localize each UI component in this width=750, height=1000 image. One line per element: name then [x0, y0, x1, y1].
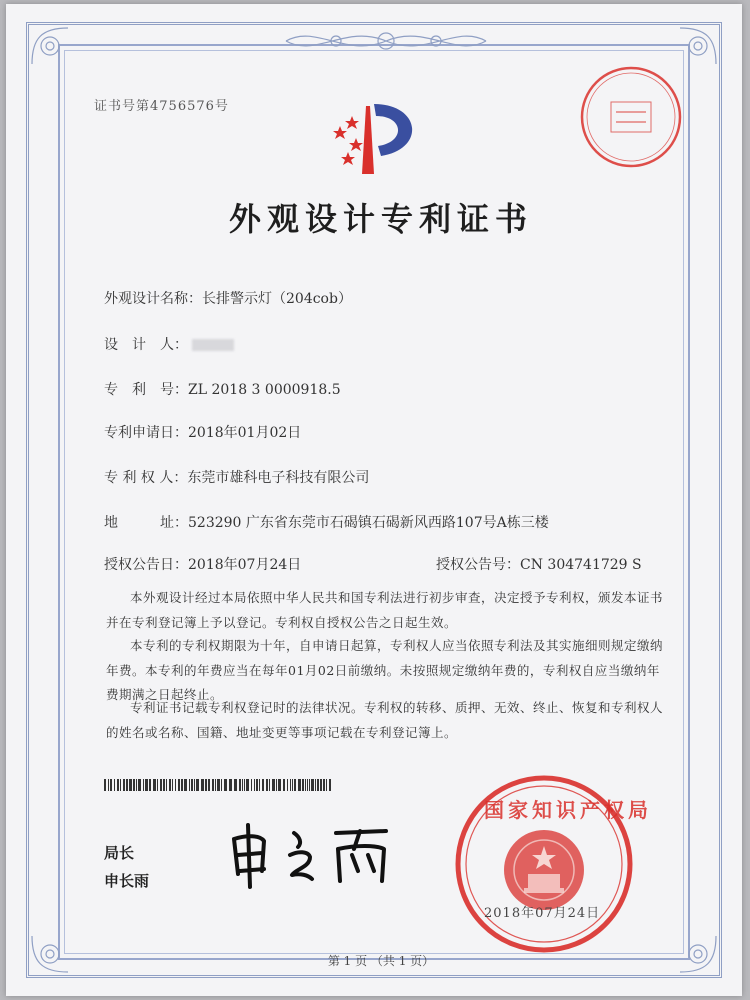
barcode-bar	[178, 779, 180, 791]
barcode-bar	[215, 779, 216, 791]
designer-row	[104, 334, 234, 354]
design-name-label: 外观设计名称：	[104, 291, 202, 307]
director-name: 申长雨	[104, 872, 150, 890]
barcode-bar	[256, 779, 258, 791]
barcode-bar	[221, 779, 222, 791]
address-row	[104, 512, 549, 532]
seal-date: 2018年07月24日	[484, 906, 601, 921]
barcode-bar	[191, 779, 193, 791]
agency-seal-icon	[578, 64, 684, 170]
barcode-bar	[283, 779, 285, 791]
barcode-bar	[166, 779, 167, 791]
certificate-number: 证书号第4756576号	[94, 99, 229, 114]
barcode-bar	[138, 779, 141, 791]
barcode-bar	[117, 779, 119, 791]
barcode-bar	[133, 779, 135, 791]
barcode-bar	[294, 779, 296, 791]
barcode-bar	[189, 779, 190, 791]
certificate-title: 外观设计专利证书	[228, 200, 533, 238]
barcode-bar	[302, 779, 304, 791]
barcode-bar	[129, 779, 132, 791]
barcode-bar	[309, 779, 310, 791]
paragraph-legal-status: 专利证书记载专利权登记时的法律状况。专利权的转移、质押、无效、终止、恢复和专利权人的姓名或名称、国籍、地址变更等事项记载在专利登记簿上。	[106, 700, 664, 740]
address-value: 523290 广东省东莞市石碣镇石碣新风西路107号A栋三楼	[188, 515, 549, 531]
grant-pub-date-value: 2018年07月24日	[188, 557, 302, 573]
barcode-bar	[172, 779, 173, 791]
barcode-bar	[217, 779, 220, 791]
patent-number-value: ZL 2018 3 0000918.5	[188, 382, 341, 398]
barcode-bar	[251, 779, 252, 791]
barcode-bar	[317, 779, 319, 791]
barcode-icon	[104, 779, 334, 791]
barcode-bar	[269, 779, 270, 791]
designer-redacted	[192, 339, 234, 351]
design-name-row	[104, 288, 352, 308]
barcode-bar	[246, 779, 249, 791]
barcode-bar	[114, 779, 115, 791]
page-indicator: 第 1 页 （共 1 页）	[327, 954, 435, 968]
barcode-bar	[320, 779, 322, 791]
paragraph-term: 本专利的专利权期限为十年，自申请日起算，专利权人应当依照专利法及其实施细则规定缴纳年费。本专利的年费应当在每年01月02日前缴纳。未按照规定缴纳年费的，专利权自应当缴纳年费期满之日起终止。	[106, 638, 664, 702]
barcode-bar	[315, 779, 316, 791]
barcode-bar	[290, 779, 291, 791]
barcode-bar	[160, 779, 162, 791]
barcode-bar	[329, 779, 331, 791]
patentee-row	[104, 467, 369, 487]
barcode-bar	[126, 779, 128, 791]
barcode-bar	[123, 779, 125, 791]
barcode-bar	[229, 779, 232, 791]
barcode-bar	[181, 779, 183, 791]
patent-number-row	[104, 379, 341, 399]
barcode-bar	[194, 779, 195, 791]
barcode-bar	[175, 779, 176, 791]
patentee-value: 东莞市雄科电子科技有限公司	[187, 470, 370, 486]
barcode-bar	[157, 779, 158, 791]
barcode-bar	[254, 779, 255, 791]
barcode-bar	[276, 779, 277, 791]
patent-number-label: 专 利 号：	[104, 382, 188, 398]
top-ornament-icon	[276, 24, 496, 58]
barcode-bar	[326, 779, 327, 791]
barcode-bar	[120, 779, 121, 791]
design-name-value: 长排警示灯（204cob）	[202, 291, 352, 307]
barcode-bar	[149, 779, 151, 791]
certificate-sheet	[6, 4, 742, 996]
barcode-bar	[239, 779, 241, 791]
paragraph-grant: 本外观设计经过本局依照中华人民共和国专利法进行初步审查，决定授予专利权，颁发本证书并在专利登记簿上予以登记。专利权自授权公告之日起生效。	[106, 590, 664, 630]
barcode-bar	[234, 779, 237, 791]
barcode-bar	[323, 779, 325, 791]
filing-date-label: 专利申请日：	[104, 425, 188, 441]
barcode-bar	[143, 779, 144, 791]
barcode-bar	[224, 779, 227, 791]
barcode-bar	[262, 779, 264, 791]
barcode-bar	[163, 779, 165, 791]
barcode-bar	[184, 779, 187, 791]
barcode-bar	[212, 779, 214, 791]
grant-pub-date-label: 授权公告日：	[104, 557, 188, 573]
barcode-bar	[136, 779, 137, 791]
patentee-label: 专 利 权 人：	[104, 470, 188, 486]
barcode-bar	[287, 779, 288, 791]
address-label: 地 址：	[104, 515, 188, 531]
grant-pub-date-row	[104, 554, 301, 574]
filing-date-value: 2018年01月02日	[188, 425, 302, 441]
barcode-bar	[305, 779, 306, 791]
corner-ornament-icon	[28, 24, 72, 68]
barcode-bar	[110, 779, 112, 791]
barcode-bar	[272, 779, 275, 791]
director-title: 局长	[104, 844, 135, 862]
barcode-bar	[259, 779, 260, 791]
grant-pub-number-label: 授权公告号：	[436, 557, 520, 573]
national-ip-seal-text: 国家知识产权局	[484, 798, 652, 822]
barcode-bar	[266, 779, 268, 791]
barcode-bar	[298, 779, 301, 791]
barcode-bar	[153, 779, 156, 791]
designer-label: 设 计 人：	[104, 337, 188, 353]
barcode-bar	[201, 779, 204, 791]
corner-ornament-icon	[676, 24, 720, 68]
grant-pub-number-value: CN 304741729 S	[520, 557, 642, 573]
barcode-bar	[169, 779, 171, 791]
barcode-bar	[208, 779, 210, 791]
cnipa-logo-icon	[326, 94, 436, 184]
barcode-bar	[108, 779, 109, 791]
barcode-bar	[242, 779, 243, 791]
barcode-bar	[311, 779, 314, 791]
barcode-bar	[307, 779, 308, 791]
filing-date-row	[104, 422, 301, 442]
barcode-bar	[104, 779, 106, 791]
barcode-bar	[196, 779, 199, 791]
barcode-bar	[292, 779, 293, 791]
barcode-bar	[244, 779, 245, 791]
barcode-bar	[205, 779, 207, 791]
grant-pub-number-row	[436, 554, 642, 574]
barcode-bar	[278, 779, 281, 791]
barcode-bar	[145, 779, 148, 791]
director-signature-icon	[226, 819, 416, 889]
